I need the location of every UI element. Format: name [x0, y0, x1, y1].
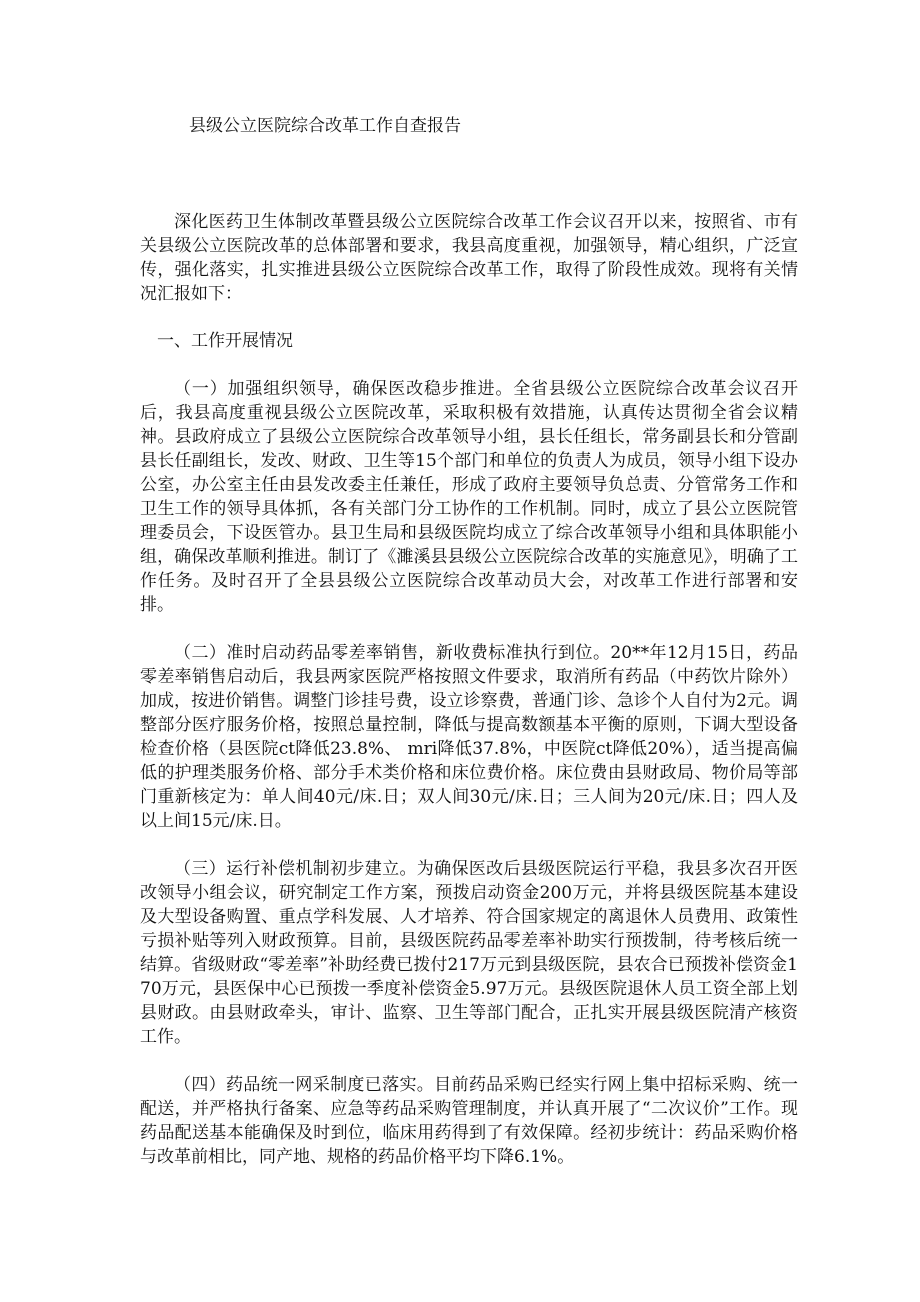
paragraph-procurement: （四）药品统一网采制度已落实。目前药品采购已经实行网上集中招标采购、统一配送，并严格执行备案、应急等药品采购管理制度，并认真开展了“二次议价”工作。现药品配送基本能确保及时到位，临床用药得到了有效保障。经初步统计：药品采购价格与改革前相比，同产地、规格的药品价格平均下降6.1%。 [140, 1075, 798, 1167]
paragraph-organization: （一）加强组织领导，确保医改稳步推进。全省县级公立医院综合改革会议召开后，我县高度重视县级公立医院改革，采取积极有效措施，认真传达贯彻全省会议精神。县政府成立了县级公立医院综合改革领导小组，县长任组长，常务副县长和分管副县长任副组长，发改、财政、卫生等15个部门和单位的负责人为成员，领导小组下设办公室，办公室主任由县发改委主任兼任，形成了政府主要领导负总责、分管常务工作和卫生工作的领导具体抓，各有关部门分工协作的工作机制。同时，成立了县公立医院管理委员会，下设医管办。县卫生局和县级医院均成立了综合改革领导小组和具体职能小组，确保改革顺利推进。制订了《濉溪县县级公立医院综合改革的实施意见》，明确了工作任务。及时召开了全县县级公立医院综合改革动员大会，对改革工作进行部署和安排。 [140, 379, 798, 615]
paragraph-compensation: （三）运行补偿机制初步建立。为确保医改后县级医院运行平稳，我县多次召开医改领导小组会议，研究制定工作方案，预拨启动资金200万元，并将县级医院基本建设及大型设备购置、重点学科发展、人才培养、符合国家规定的离退休人员费用、政策性亏损补贴等列入财政预算。目前，县级医院药品零差率补助实行预拨制，待考核后统一结算。省级财政“零差率”补助经费已拨付217万元到县级医院，县农合已预拨补偿资金170万元，县医保中心已预拨一季度补偿资金5.97万元。县级医院退休人员工资全部上划县财政。由县财政牵头，审计、监察、卫生等部门配合，正扎实开展县级医院清产核资工作。 [140, 859, 798, 1047]
document-title: 县级公立医院综合改革工作自查报告 [189, 116, 461, 136]
section-heading: 一、工作开展情况 [157, 331, 293, 351]
intro-paragraph: 深化医药卫生体制改革暨县级公立医院综合改革工作会议召开以来，按照省、市有关县级公立医院改革的总体部署和要求，我县高度重视，加强领导，精心组织，广泛宣传，强化落实，扎实推进县级公立医院综合改革工作，取得了阶段性成效。现将有关情况汇报如下： [140, 212, 798, 304]
paragraph-zero-markup: （二）准时启动药品零差率销售，新收费标准执行到位。20**年12月15日，药品零差率销售启动后，我县两家医院严格按照文件要求，取消所有药品（中药饮片除外）加成，按进价销售。调整门诊挂号费，设立诊察费，普通门诊、急诊个人自付为2元。调整部分医疗服务价格，按照总量控制，降低与提高数额基本平衡的原则，下调大型设备检查价格（县医院ct降低23.8%、 mri降低37.8%，中医院ct降低20%），适当提高偏低的护理类服务价格、部分手术类价格和床位费价格。床位费由县财政局、物价局等部门重新核定为：单人间40元/床.日；双人间30元/床.日；三人间为20元/床.日；四人及以上间15元/床.日。 [140, 643, 798, 831]
